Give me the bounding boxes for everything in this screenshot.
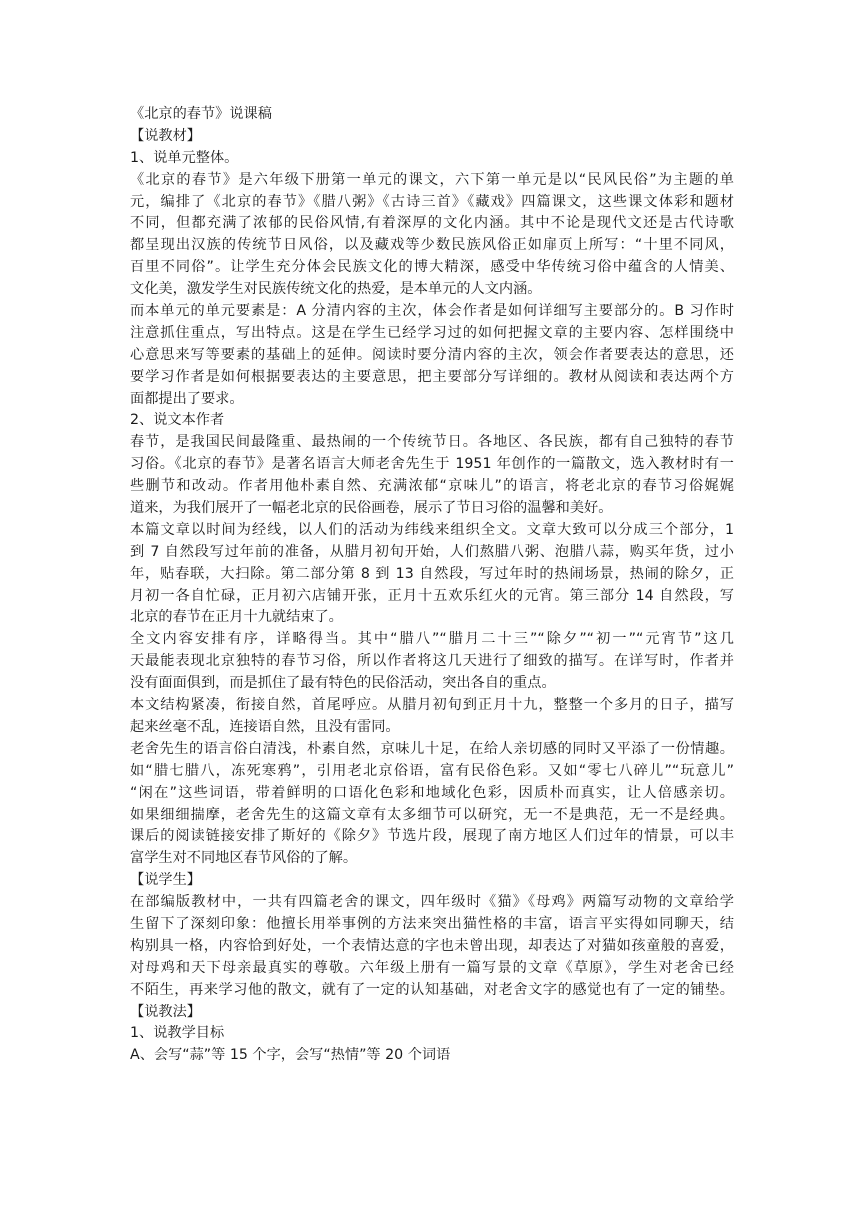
- text-line: A、会写“蒜”等 15 个字，会写“热情”等 20 个词语: [130, 1047, 451, 1064]
- text-line: 没有面面俱到，而是抓住了最有特色的民俗活动，突出各自的重点。: [130, 675, 556, 692]
- text-line: “闲在”这些词语，带着鲜明的口语化色彩和地域化色彩，因质朴而真实，让人倍感亲切。: [130, 784, 734, 801]
- text-line: 要学习作者是如何根据要表达的主要意思，把主要部分写详细的。教材从阅读和表达两个方: [130, 368, 734, 385]
- text-line: 课后的阅读链接安排了斯好的《除夕》节选片段，展现了南方地区人们过年的情景，可以丰: [130, 828, 734, 845]
- text-line: 年，贴春联，大扫除。第二部分第 8 到 13 自然段，写过年时的热闹场景，热闹的除夕，正: [130, 565, 734, 582]
- text-line: 天最能表现北京独特的春节习俗，所以作者将这几天进行了细致的描写。在详写时，作者并: [130, 653, 734, 670]
- text-line: 老舍先生的语言俗白清浅，朴素自然，京味儿十足，在给人亲切感的同时又平添了一份情趣。: [130, 740, 734, 757]
- text-line: 习俗。《北京的春节》是著名语言大师老舍先生于 1951 年创作的一篇散文，选入教材时有一: [130, 456, 734, 473]
- text-line: 北京的春节在正月十九就结束了。: [130, 609, 343, 626]
- text-line: 本文结构紧凑，衔接自然，首尾呼应。从腊月初旬到正月十九，整整一个多月的日子，描写: [130, 697, 734, 714]
- text-line: 本篇文章以时间为经线，以人们的活动为纬线来组织全文。文章大致可以分成三个部分，1: [130, 521, 734, 538]
- text-line: 如果细细揣摩，老舍先生的这篇文章有太多细节可以研究，无一不是典范，无一不是经典。: [130, 806, 734, 823]
- text-line: 面都提出了要求。: [130, 390, 244, 407]
- text-line: 百里不同俗”。让学生充分体会民族文化的博大精深，感受中华传统习俗中蕴含的人情美、: [130, 259, 734, 276]
- text-line: 文化美，激发学生对民族传统文化的热爱，是本单元的人文内涵。: [130, 281, 542, 298]
- text-line: 注意抓住重点，写出特点。这是在学生已经学习过的如何把握文章的主要内容、怎样围绕中: [130, 324, 734, 341]
- text-line: 富学生对不同地区春节风俗的了解。: [130, 850, 358, 867]
- text-line: 而本单元的单元要素是：A 分清内容的主次，体会作者是如何详细写主要部分的。B 习作时: [130, 303, 734, 320]
- text-line: 对母鸡和天下母亲最真实的尊敬。六年级上册有一篇写景的文章《草原》，学生对老舍已经: [130, 959, 734, 976]
- text-line: 些删节和改动。作者用他朴素自然、充满浓郁“京味儿”的语言，将老北京的春节习俗娓娓: [130, 478, 734, 495]
- text-line: 生留下了深刻印象：他擅长用举事例的方法来突出猫性格的丰富，语言平实得如同聊天，结: [130, 915, 734, 932]
- text-line: 在部编版教材中，一共有四篇老舍的课文，四年级时《猫》《母鸡》两篇写动物的文章给学: [130, 894, 734, 911]
- text-line: 道来，为我们展开了一幅老北京的民俗画卷，展示了节日习俗的温馨和美好。: [130, 500, 613, 517]
- text-line: 1、说教学目标: [130, 1025, 225, 1042]
- text-line: 构别具一格，内容恰到好处，一个表情达意的字也未曾出现，却表达了对猫如孩童般的喜爱，: [130, 937, 734, 954]
- text-line: 不同，但都充满了浓郁的民俗风情,有着深厚的文化内涵。其中不论是现代文还是古代诗歌: [130, 215, 734, 232]
- text-line: 都呈现出汉族的传统节日风俗，以及藏戏等少数民族风俗正如扉页上所写：“十里不同风，: [130, 237, 734, 254]
- text-line: 如“腊七腊八，冻死寒鸦”，引用老北京俗语，富有民俗色彩。又如“零七八碎儿”“玩意儿”: [130, 762, 734, 779]
- text-line: 《北京的春节》说课稿: [130, 106, 272, 122]
- text-line: 心意思来写等要素的基础上的延伸。阅读时要分清内容的主次，领会作者要表达的意思，还: [130, 346, 734, 363]
- text-line: 1、说单元整体。: [130, 149, 239, 166]
- text-line: 不陌生，再来学习他的散文，就有了一定的认知基础，对老舍文字的感觉也有了一定的铺垫。: [130, 981, 734, 998]
- text-line: 【说教法】: [130, 1003, 201, 1020]
- text-line: 【说学生】: [130, 872, 201, 889]
- text-line: 月初一各自忙碌，正月初六店铺开张，正月十五欢乐红火的元宵。第三部分 14 自然段，写: [130, 587, 734, 604]
- text-line: 到 7 自然段写过年前的准备，从腊月初旬开始，人们熬腊八粥、泡腊八蒜，购买年货，过小: [130, 543, 734, 560]
- text-line: 【说教材】: [130, 127, 201, 144]
- document-page: [130, 104, 734, 1067]
- text-line: 起来丝毫不乱，连接语自然，且没有雷同。: [130, 718, 400, 735]
- text-line: 2、说文本作者: [130, 412, 225, 429]
- text-line: 元，编排了《北京的春节》《腊八粥》《古诗三首》《藏戏》四篇课文，这些课文体彩和题材: [130, 193, 734, 210]
- text-line: 春节，是我国民间最隆重、最热闹的一个传统节日。各地区、各民族，都有自己独特的春节: [130, 434, 734, 451]
- text-line: 全文内容安排有序，详略得当。其中“腊八”“腊月二十三”“除夕”“初一”“元宵节”这几: [130, 631, 734, 648]
- text-line: 《北京的春节》是六年级下册第一单元的课文，六下第一单元是以“民风民俗”为主题的单: [130, 171, 734, 188]
